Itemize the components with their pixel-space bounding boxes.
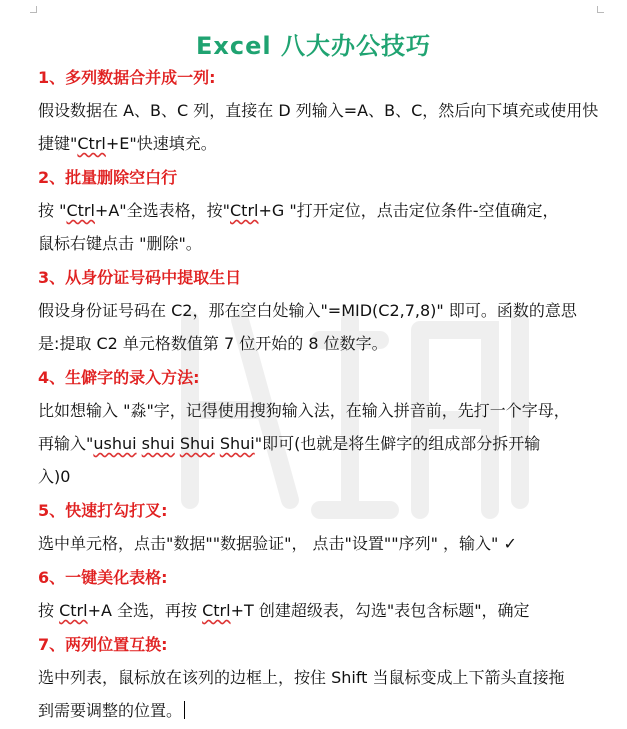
paragraph-line bbox=[38, 294, 610, 327]
text-run: 到需要调整的位置。 bbox=[38, 701, 183, 720]
paragraph-line bbox=[38, 594, 610, 627]
text-run: +A 全选，再按 bbox=[87, 601, 203, 620]
text-run: +T 创建超级表，勾选"表包含标题"，确定 bbox=[230, 601, 530, 620]
page-corner-mark-left bbox=[30, 6, 37, 13]
section-heading: 3、从身份证号码中提取生日 bbox=[38, 268, 242, 287]
text-run: "即可(也就是将生僻字的组成部分拆开输 bbox=[254, 434, 541, 453]
section-paragraph bbox=[38, 194, 610, 260]
spellcheck-flagged-text: shui bbox=[141, 434, 175, 453]
paragraph-line bbox=[38, 394, 610, 427]
section-paragraph bbox=[38, 94, 610, 160]
paragraph-line bbox=[38, 427, 610, 460]
spellcheck-flagged-text: Ctrl bbox=[59, 601, 88, 620]
text-run: 假设数据在 A、B、C 列，直接在 D 列输入=A、B、C，然后向下填充或使用快 bbox=[38, 101, 599, 120]
paragraph-line bbox=[38, 694, 610, 727]
spellcheck-flagged-text: Shui bbox=[179, 434, 215, 453]
spellcheck-flagged-text: Ctrl bbox=[77, 134, 106, 153]
section-heading: 4、生僻字的录入方法: bbox=[38, 368, 200, 387]
text-run: 鼠标右键点击 "删除"。 bbox=[38, 234, 202, 253]
paragraph-line bbox=[38, 661, 610, 694]
document-title: Excel 八大办公技巧 bbox=[196, 32, 431, 60]
spellcheck-flagged-text: Ctrl bbox=[230, 201, 259, 220]
spellcheck-flagged-text: ushui bbox=[93, 434, 137, 453]
text-run: 选中列表，鼠标放在该列的边框上，按住 Shift 当鼠标变成上下箭头直接拖 bbox=[38, 668, 565, 687]
text-run: 按 bbox=[38, 601, 60, 620]
text-run: 假设身份证号码在 C2，那在空白处输入"=MID(C2,7,8)" 即可。函数的意思 bbox=[38, 301, 577, 320]
document-body bbox=[38, 62, 610, 729]
text-run: 是:提取 C2 单元格数值第 7 位开始的 8 位数字。 bbox=[38, 334, 388, 353]
section-paragraph bbox=[38, 661, 610, 727]
text-run: 选中单元格，点击"数据""数据验证"， 点击"设置""序列" ，输入" ✓ bbox=[38, 534, 517, 553]
section-paragraph bbox=[38, 294, 610, 360]
section-paragraph bbox=[38, 594, 610, 627]
text-run: +A"全选表格，按" bbox=[94, 201, 230, 220]
paragraph-line bbox=[38, 127, 610, 160]
text-cursor[interactable] bbox=[184, 701, 185, 719]
paragraph-line bbox=[38, 327, 610, 360]
text-run: 捷键" bbox=[38, 134, 78, 153]
paragraph-line bbox=[38, 194, 610, 227]
section-heading: 7、两列位置互换: bbox=[38, 635, 168, 654]
text-run: 比如想输入 "淼"字，记得使用搜狗输入法，在输入拼音前，先打一个字母， bbox=[38, 401, 570, 420]
section-paragraph bbox=[38, 394, 610, 493]
text-run: 按 " bbox=[38, 201, 67, 220]
text-run: 入)0 bbox=[38, 467, 71, 486]
paragraph-line bbox=[38, 527, 610, 560]
section-heading: 2、批量删除空白行 bbox=[38, 168, 178, 187]
spellcheck-flagged-text: Ctrl bbox=[202, 601, 231, 620]
text-run: 再输入" bbox=[38, 434, 94, 453]
spellcheck-flagged-text: Ctrl bbox=[66, 201, 95, 220]
text-run: +E"快速填充。 bbox=[105, 134, 217, 153]
section-heading: 1、多列数据合并成一列: bbox=[38, 68, 216, 87]
paragraph-line bbox=[38, 227, 610, 260]
paragraph-line bbox=[38, 460, 610, 493]
page-corner-mark-right bbox=[597, 6, 604, 13]
spellcheck-flagged-text: Shui bbox=[219, 434, 255, 453]
text-run: +G "打开定位，点击定位条件-空值确定， bbox=[258, 201, 559, 220]
section-paragraph bbox=[38, 527, 610, 560]
section-heading: 5、快速打勾打叉: bbox=[38, 501, 168, 520]
paragraph-line bbox=[38, 94, 610, 127]
section-heading: 6、一键美化表格: bbox=[38, 568, 168, 587]
